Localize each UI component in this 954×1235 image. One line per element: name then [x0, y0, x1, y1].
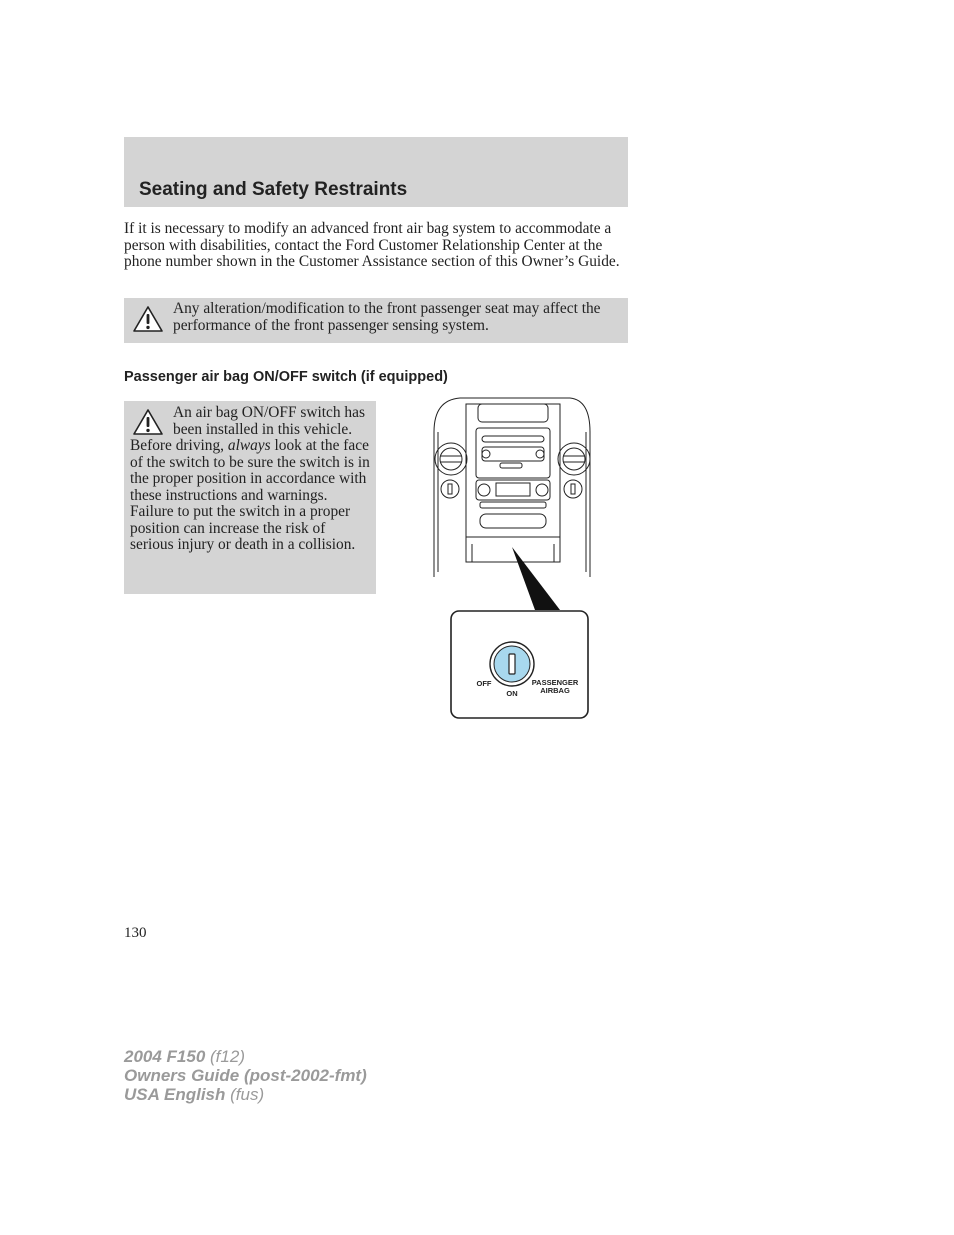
- top-slot: [478, 404, 548, 422]
- warning-text-part: An air bag ON/OFF switch has been installed in this vehicle. Before driving,: [130, 404, 365, 454]
- section-title: Seating and Safety Restraints: [139, 179, 408, 200]
- label-passenger: PASSENGER: [531, 678, 579, 687]
- warning-triangle-icon: [132, 305, 164, 333]
- warning-text-part: look at the face of the switch to be sure the switch is in the proper position in accordance with these instructions and warnings. Failure to put the switch in a proper position can increase the risk of serious injury or death in a collision.: [130, 437, 370, 553]
- label-on: ON: [506, 689, 518, 698]
- footer-language: USA English: [124, 1085, 226, 1104]
- warning-text: [130, 405, 372, 554]
- lower-slot: [480, 514, 546, 528]
- footer-guide: Owners Guide (post-2002-fmt): [124, 1066, 367, 1085]
- key-slot-icon: [509, 654, 515, 674]
- warning-box-seat-modification: [124, 298, 628, 343]
- footer-model: 2004 F150: [124, 1047, 206, 1066]
- switch-section-heading: Passenger air bag ON/OFF switch (if equipped): [124, 369, 448, 385]
- section-header-band: [124, 137, 628, 207]
- label-airbag: AIRBAG: [540, 686, 570, 695]
- dashboard-switch-illustration: [420, 392, 610, 722]
- footer-model-code: (f12): [205, 1047, 245, 1066]
- warning-text: Any alteration/modification to the front passenger seat may affect the performance of the front passenger sensing system.: [173, 300, 601, 334]
- footer-language-code: (fus): [225, 1085, 265, 1104]
- warning-box-airbag-switch: [124, 401, 376, 594]
- label-off: OFF: [476, 679, 492, 688]
- page-number: 130: [124, 925, 147, 941]
- document-footer: [124, 1047, 367, 1104]
- intro-paragraph: If it is necessary to modify an advanced front air bag system to accommodate a person with disabilities, contact the Ford Customer Relationship Center at the phone number shown in the Customer Assistance section of this Owner’s Guide.: [124, 220, 620, 271]
- callout-pointer: [512, 547, 560, 610]
- dashboard-outline: [434, 398, 590, 577]
- warning-emphasis: always: [227, 437, 271, 454]
